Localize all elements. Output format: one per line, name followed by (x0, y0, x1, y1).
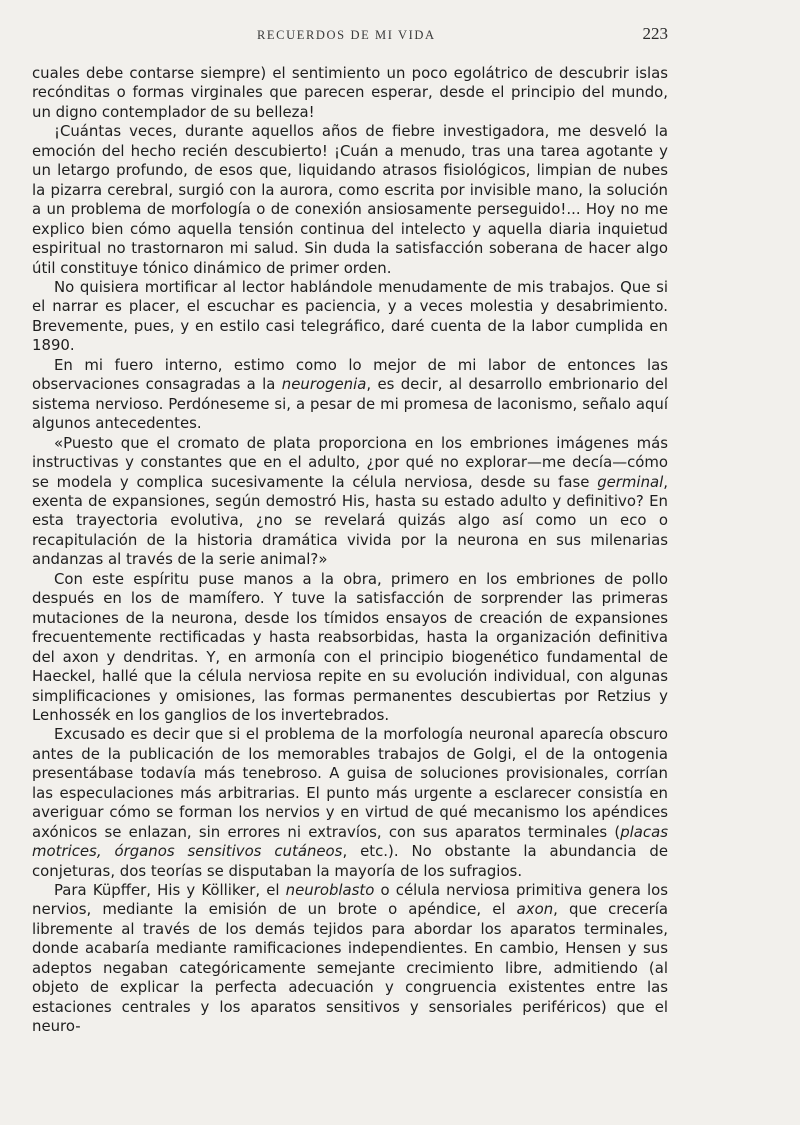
paragraph (32, 356, 668, 434)
text-run: cuales debe contarse siempre) el sentimiento un poco egolátrico de descubrir islas recónditas o formas virginales que parecen esperar, desde el principio del mundo, un digno contemplador de su belleza! (32, 64, 668, 121)
text-run: Excusado es decir que si el problema de la morfología neuronal aparecía obscuro antes de la publicación de los memorables trabajos de Golgi, el de la ontogenia presentábase todavía más tenebroso. A guisa de soluciones provisionales, corrían las especulaciones más arbitrarias. El punto más urgente a esclarecer consistía en averiguar cómo se forman los nervios y en virtud de qué mecanismo los apéndices axónicos se enlazan, sin errores ni extravíos, con sus aparatos terminales ( (32, 725, 668, 841)
text-run: , es decir, al desarrollo embrionario del sistema nervioso. Perdóneseme si, a pesar de mi promesa de laconismo, señalo aquí algunos antecedentes. (32, 375, 668, 433)
page-number: 223 (642, 24, 668, 43)
text-run: o célula nerviosa primitiva genera los nervios, mediante la emisión de un brote o apéndice, el (32, 881, 668, 919)
text-run: Para Küpffer, His y Kölliker, el (54, 881, 286, 900)
italic-term: axon (516, 900, 554, 919)
paragraph (32, 881, 668, 1037)
text-run: , exenta de expansiones, según demostró His, hasta su estado adulto y definitivo? En esta trayectoria evolutiva, ¿no se revelará quizás algo así como un eco o recapitulación de la historia dramática vivida por la neurona en sus milenarias andanzas al través de la serie animal?» (32, 472, 668, 569)
page-header (32, 24, 668, 48)
text-run: , que crecería libremente al través de los demás tejidos para abordar los aparatos terminales, donde acabaría mediante ramificaciones independientes. En cambio, Hensen y sus adeptos negaban categóricamente semejante crecimiento libre, admitiendo (al objeto de explicar la perfecta adecuación y congruencia existentes entre las estaciones centrales y los aparatos sensitivos y sensoriales periféricos) que el neuro- (32, 900, 668, 1036)
paragraph (32, 64, 668, 122)
text-run: No quisiera mortificar al lector hablándole menudamente de mis trabajos. Que si el narrar es placer, el escuchar es paciencia, y a veces molestia y desabrimiento. Brevemente, pues, y en estilo casi telegráfico, daré cuenta de la labor cumplida en 1890. (32, 277, 668, 355)
paragraph (32, 725, 668, 881)
paragraph (32, 570, 668, 726)
paragraph (32, 122, 668, 278)
text-run: , etc.). No obstante la abundancia de conjeturas, dos teorías se disputaban la mayoría de los sufragios. (32, 842, 668, 880)
running-title: RECUERDOS DE MI VIDA (257, 28, 436, 42)
italic-term: neurogenia (281, 375, 367, 394)
text-run: Con este espíritu puse manos a la obra, primero en los embriones de pollo después en los de mamífero. Y tuve la satisfacción de sorprender las primeras mutaciones de la neurona, desde los tímidos ensayos de creación de expansiones frecuentemente rectificadas y hasta reabsorbidas, hasta la organización definitiva del axon y dendritas. Y, en armonía con el principio biogenético fundamental de Haeckel, hallé que la célula nerviosa repite en su evolución individual, con algunas simplificaciones y omisiones, las formas permanentes descubiertas por Retzius y Lenhossék en los ganglios de los invertebrados. (32, 569, 668, 724)
italic-term: placas motrices, órganos sensitivos cutáneos (32, 822, 668, 861)
italic-term: neuroblasto (285, 881, 375, 900)
paragraph (32, 278, 668, 356)
text-run: ¡Cuántas veces, durante aquellos años de fiebre investigadora, me desveló la emoción del hecho recién descubierto! ¡Cuán a menudo, tras una tarea agotante y un letargo profundo, de esos que, liquidando atrasos fisiológicos, limpian de nubes la pizarra cerebral, surgió con la aurora, como escrita por invisible mano, la solución a un problema de morfología o de conexión ansiosamente perseguido!... Hoy no me explico bien cómo aquella tensión continua del intelecto y aquella diaria inquietud espiritual no trastornaron mi salud. Sin duda la satisfacción soberana de hacer algo útil constituye tónico dinámico de primer orden. (32, 122, 668, 277)
italic-term: germinal (597, 472, 664, 491)
text-run: «Puesto que el cromato de plata proporciona en los embriones imágenes más instructivas y constantes que en el adulto, ¿por qué no explorar—me decía—cómo se modela y complica sucesivamente la célula nerviosa, desde su fase (32, 433, 668, 491)
text-run: En mi fuero interno, estimo como lo mejor de mi labor de entonces las observaciones consagradas a la (32, 355, 668, 394)
paragraph (32, 434, 668, 570)
body-text (32, 64, 668, 1037)
